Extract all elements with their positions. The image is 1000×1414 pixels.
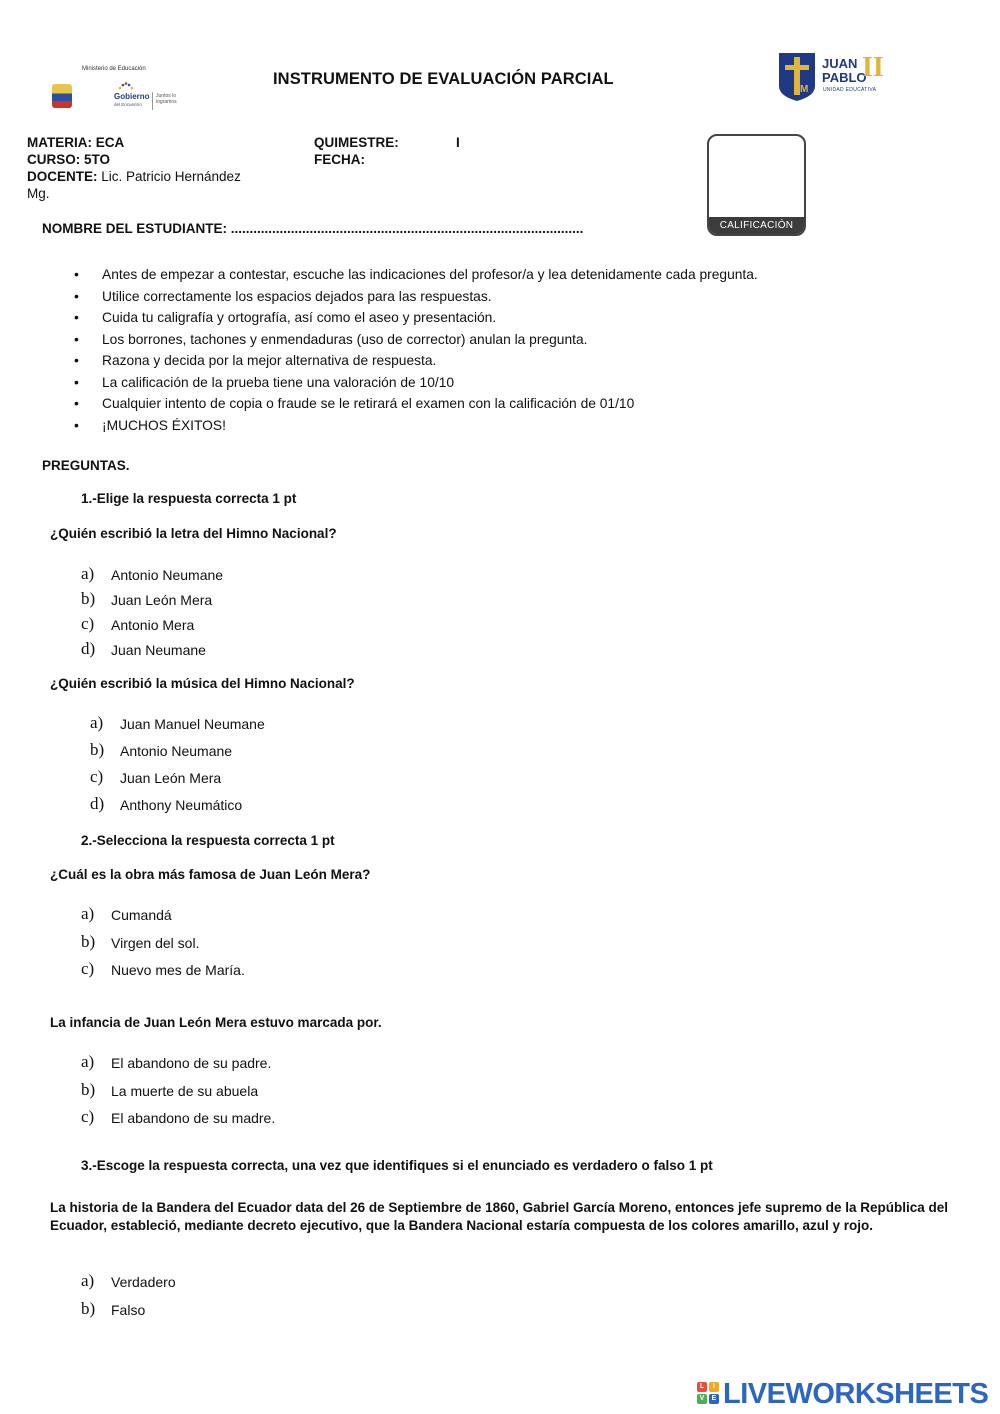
materia-field: MATERIA: ECA (27, 135, 125, 150)
option-text: Falso (111, 1301, 146, 1318)
curso-field: CURSO: 5TO (27, 152, 111, 167)
option-letter: c) (81, 959, 95, 978)
option-text: Verdadero (111, 1274, 176, 1290)
docente-value: Lic. Patricio Hernández (97, 169, 241, 184)
option-letter: a) (90, 713, 104, 732)
option-letter: b) (81, 931, 96, 951)
logo-letter: E (709, 1394, 719, 1404)
document-title: INSTRUMENTO DE EVALUACIÓN PARCIAL (273, 70, 614, 88)
instruction-item: • Antes de empezar a contestar, escuche las indicaciones del profesor/a y lea detenidamente cada pregunta. (74, 264, 974, 286)
option-letter: a) (81, 1052, 95, 1071)
section-2-title: 2.-Selecciona la respuesta correcta 1 pt (81, 833, 335, 848)
option-text: Juan Manuel Neumane (120, 716, 265, 732)
option-letter: d) (90, 794, 105, 813)
instruction-item: • Razona y decida por la mejor alternativa de respuesta. (74, 350, 974, 372)
logo-letter: L (697, 1382, 707, 1392)
quimestre-label: QUIMESTRE: (314, 135, 399, 150)
option-text: Antonio Neumane (111, 567, 224, 583)
option-letter: b) (81, 589, 96, 608)
question-2: ¿Quién escribió la música del Himno Nacional? (50, 676, 355, 691)
instruction-item: • ¡MUCHOS ÉXITOS! (74, 415, 974, 437)
option-letter: a) (81, 564, 95, 583)
school-shield-icon (778, 52, 816, 102)
logo-letter: V (697, 1394, 707, 1404)
ecuador-crest-icon (52, 84, 72, 108)
option-text: Virgen del sol. (111, 934, 200, 951)
government-dots-icon (118, 82, 134, 90)
school-logo (778, 52, 888, 104)
docente-field (27, 168, 241, 185)
svg-text:M: M (800, 84, 809, 95)
instruction-item: • La calificación de la prueba tiene una valoración de 10/10 (74, 372, 974, 394)
government-sub: del Encuentro (114, 102, 142, 107)
option-letter: b) (81, 1298, 96, 1318)
docente-continuation: Mg. (27, 186, 50, 201)
option-text: Cumandá (111, 907, 172, 923)
ministry-label: Ministerio de Educación (82, 66, 146, 72)
quimestre-value: I (456, 135, 460, 150)
section-3-title: 3.-Escoge la respuesta correcta, una vez que identifiques si el enunciado es verdadero o falso 1 pt (81, 1158, 713, 1173)
grade-box[interactable] (707, 134, 806, 236)
option-text: El abandono de su madre. (111, 1110, 276, 1126)
option-letter: b) (90, 740, 105, 759)
instruction-item: • Cualquier intento de copia o fraude se le retirará el examen con la calificación de 01/10 (74, 393, 974, 415)
docente-label: DOCENTE: (27, 169, 98, 184)
school-name-1: JUAN (822, 56, 858, 71)
option-text: Anthony Neumático (120, 797, 243, 813)
option-letter: c) (81, 1107, 95, 1126)
option-letter: a) (81, 904, 95, 923)
instruction-item: • Los borrones, tachones y enmendaduras (uso de corrector) anulan la pregunta. (74, 329, 974, 351)
option-text: Juan León Mera (120, 770, 222, 786)
question-1: ¿Quién escribió la letra del Himno Nacional? (50, 526, 337, 541)
school-name-2: PABLO (822, 70, 867, 85)
question-3: ¿Cuál es la obra más famosa de Juan León Mera? (50, 867, 371, 882)
question-5: La historia de la Bandera del Ecuador data del 26 de Septiembre de 1860, Gabriel García Moreno, entonces jefe supremo de la República del Ecuador, estableció, mediante decreto ejecutivo, que la Bandera Nacional estaría compuesta de los colores amarillo, azul y rojo. (50, 1200, 949, 1233)
liveworksheets-logo-icon (697, 1382, 721, 1406)
calificacion-label: CALIFICACIÓN (709, 217, 804, 234)
section-1-title: 1.-Elige la respuesta correcta 1 pt (81, 491, 297, 506)
government-slogan: Juntos lo logramos (156, 93, 177, 105)
option-text: Juan Neumane (111, 642, 206, 658)
option-letter: c) (90, 767, 104, 786)
logo-letter: I (709, 1382, 719, 1392)
preguntas-heading: PREGUNTAS. (42, 458, 130, 473)
option-letter: d) (81, 639, 96, 658)
ministry-logo (52, 62, 197, 112)
instruction-item: • Cuida tu caligrafía y ortografía, así como el aseo y presentación. (74, 307, 974, 329)
school-unit: UNIDAD EDUCATIVA (823, 87, 877, 93)
option-text: La muerte de su abuela (111, 1082, 259, 1099)
question-4: La infancia de Juan León Mera estuvo marcada por. (50, 1015, 382, 1030)
liveworksheets-watermark (697, 1378, 997, 1412)
instructions-list (74, 264, 974, 436)
student-name-field[interactable]: NOMBRE DEL ESTUDIANTE: .............................................................................................. (42, 221, 584, 236)
option-letter: c) (81, 614, 95, 633)
fecha-label: FECHA: (314, 152, 365, 167)
option-text: Antonio Mera (111, 617, 195, 633)
school-roman: II (862, 52, 884, 83)
logo-divider (152, 92, 153, 110)
option-text: Juan León Mera (111, 592, 213, 608)
option-text: Antonio Neumane (120, 743, 233, 759)
instruction-item: • Utilice correctamente los espacios dejados para las respuestas. (74, 286, 974, 308)
option-text: El abandono de su padre. (111, 1055, 272, 1071)
government-label: Gobierno (114, 92, 150, 101)
option-letter: a) (81, 1271, 95, 1290)
option-text: Nuevo mes de María. (111, 962, 245, 978)
option-letter: b) (81, 1079, 96, 1099)
liveworksheets-brand: LIVEWORKSHEETS (723, 1378, 989, 1410)
